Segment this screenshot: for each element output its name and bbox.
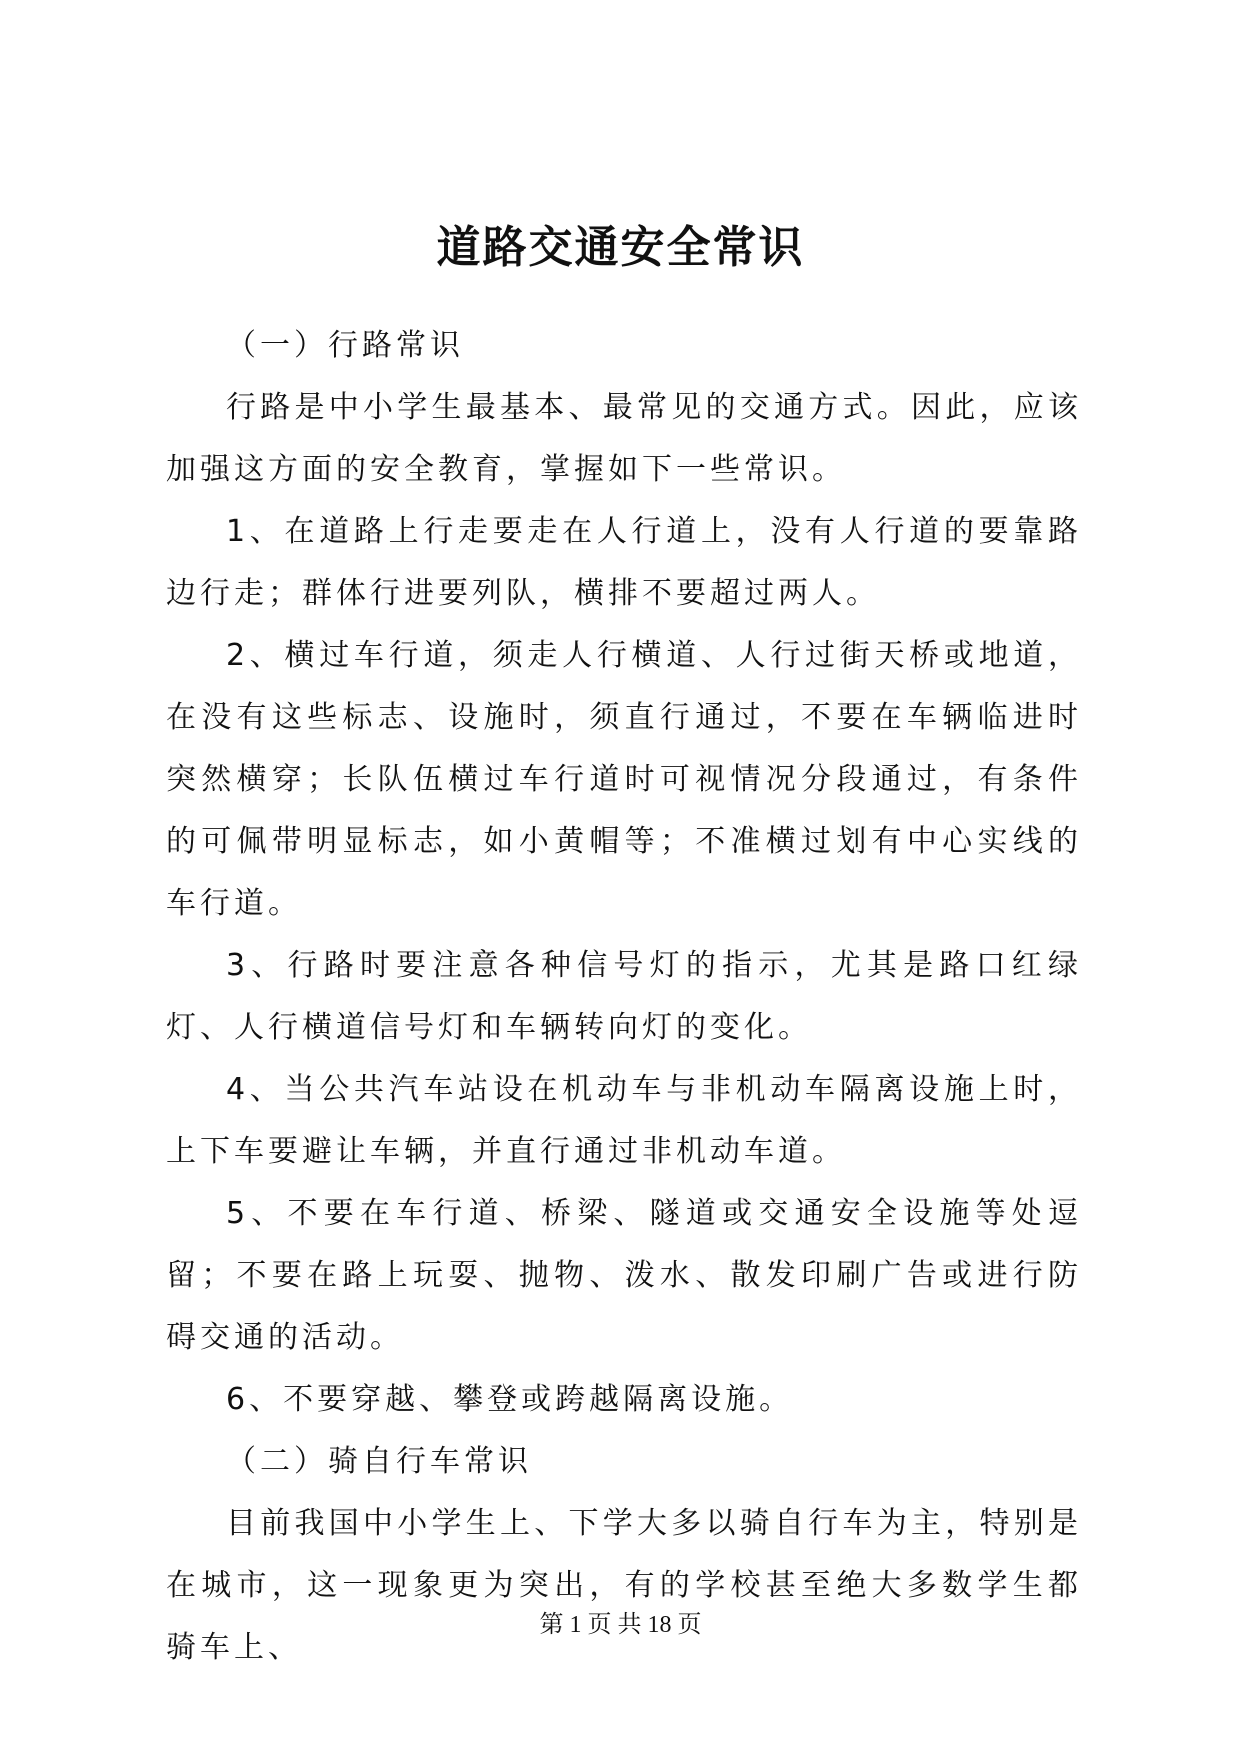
- paragraph: 5、不要在车行道、桥梁、隧道或交通安全设施等处逗留；不要在路上玩耍、抛物、泼水、散发印刷广告或进行防碍交通的活动。: [166, 1196, 1082, 1355]
- paragraph: 4、当公共汽车站设在机动车与非机动车隔离设施上时，上下车要避让车辆，并直行通过非机动车道。: [166, 1072, 1082, 1169]
- section-heading-1: （一）行路常识: [226, 328, 464, 363]
- paragraph: 3、行路时要注意各种信号灯的指示，尤其是路口红绿灯、人行横道信号灯和车辆转向灯的变化。: [166, 948, 1082, 1045]
- paragraph: 目前我国中小学生上、下学大多以骑自行车为主，特别是在城市，这一现象更为突出，有的学校甚至绝大多数学生都骑车上、: [166, 1506, 1082, 1665]
- paragraph: 行路是中小学生最基本、最常见的交通方式。因此，应该加强这方面的安全教育，掌握如下一些常识。: [166, 390, 1082, 487]
- paragraph: 1、在道路上行走要走在人行道上，没有人行道的要靠路边行走；群体行进要列队，横排不要超过两人。: [166, 514, 1082, 611]
- paragraph: 2、横过车行道，须走人行横道、人行过街天桥或地道，在没有这些标志、设施时，须直行通过，不要在车辆临进时突然横穿；长队伍横过车行道时可视情况分段通过，有条件的可佩带明显标志，如小黄帽等；不准横过划有中心实线的车行道。: [166, 638, 1082, 921]
- page-footer: 第 1 页 共 18 页: [539, 1612, 702, 1638]
- section-heading-2: （二）骑自行车常识: [226, 1444, 532, 1479]
- paragraph: 6、不要穿越、攀登或跨越隔离设施。: [226, 1382, 794, 1417]
- page-title: 道路交通安全常识: [436, 222, 805, 273]
- document-body: [166, 315, 1082, 1679]
